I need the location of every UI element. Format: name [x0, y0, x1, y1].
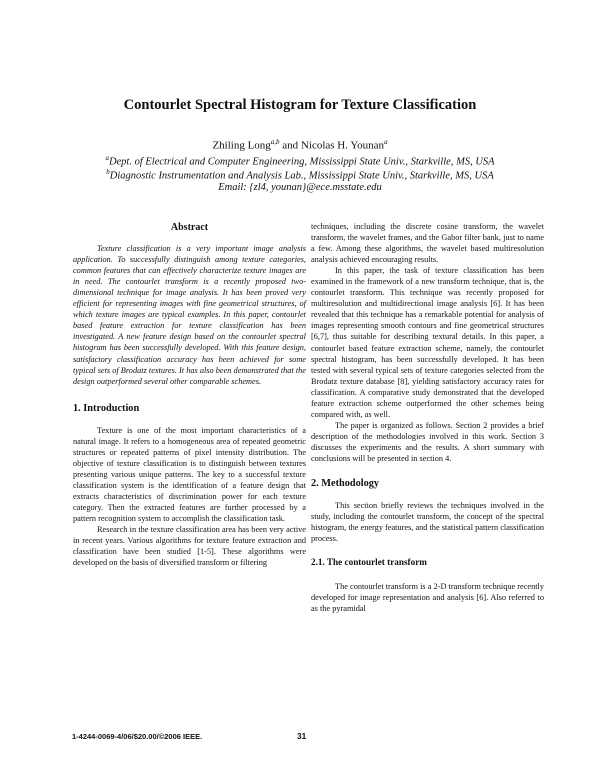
- paper-title: Contourlet Spectral Histogram for Texture Classification: [123, 97, 477, 113]
- affiliation-marker: b: [106, 168, 110, 176]
- body-paragraph: In this paper, the task of texture classification has been examined in the framework of a new transform technique, that is, the contourlet transform. This technique was recently proposed for multiresolution and multidirectional image analysis [6]. It has been revealed that this technique has a remarkable potential for analysis of images representing smooth contours and fine geometrical structures [6,7], thus suitable for describing textural details. In this paper, a contourlet based feature extraction scheme, namely, the contourlet spectral histogram, has been successfully developed. It has been tested with several typical sets of texture categories selected from the Brodatz texture database [8], yielding satisfactory accuracy rates for classification. A comparative study demonstrated that the developed feature extraction scheme outperformed the other schemes being compared with, as well.: [311, 266, 544, 419]
- copyright-notice: 1-4244-0069-4/06/$20.00/©2006 IEEE.: [72, 732, 203, 741]
- section-heading-introduction: 1. Introduction: [73, 402, 140, 414]
- page-number: 31: [297, 731, 307, 741]
- author-superscript: a,b: [270, 138, 280, 146]
- subsection-heading: 2.1. The contourlet transform: [311, 557, 427, 568]
- author-name: Zhiling Long: [212, 139, 271, 152]
- section-heading-methodology: 2. Methodology: [311, 478, 380, 490]
- affiliation-text: Dept. of Electrical and Computer Engineering, Mississippi State Univ., Starkville, MS, USA: [108, 156, 495, 168]
- right-column: [311, 221, 544, 614]
- body-paragraph: Texture is one of the most important characteristics of a natural image. It refers to a homogeneous area of repeated geometric structures or repeated patterns of pixel intensity distribution. The objective of texture classification is to distinguish between textures presenting various unique patterns. The key to a successful texture classification system is the identification of a feature design that extracts characteristics of discrimination power for each texture category. Then the extracted features are further processed by a pattern recognition system to accomplish the classification task.: [73, 425, 306, 524]
- affiliation-line: [0, 154, 600, 168]
- body-paragraph: The contourlet transform is a 2-D transform technique recently developed for image representation and analysis [6]. Also referred to as the pyramidal: [311, 582, 544, 614]
- left-column: [73, 222, 306, 568]
- author-connector: and: [279, 139, 301, 152]
- abstract-heading: Abstract: [170, 222, 209, 233]
- author-name: Nicolas H. Younan: [300, 139, 385, 152]
- affiliation-line: [0, 168, 600, 182]
- body-paragraph: This section briefly reviews the techniques involved in the study, including the contourlet transform, the concept of the spectral histogram, the energy features, and the statistical pattern classification process.: [311, 501, 545, 544]
- author-email: Email: {zl4, younan}@ece.msstate.edu: [218, 182, 382, 193]
- body-paragraph: Research in the texture classification area has been very active in recent years. Various algorithms for texture feature extraction and classification have been studied [1-5]. These algorithms were developed on the basis of diversified transform or filtering: [73, 525, 306, 568]
- author-superscript: a: [384, 138, 388, 146]
- abstract-text: Texture classification is a very important image analysis application. To successfully distinguish among texture categories, common features that can effectively characterize texture images are in need. The contourlet transform is a recently proposed two-dimensional technique for image analysis. It has been proved very efficient for representing images with fine geometrical structures, of which texture images are typical examples. In this paper, contourlet based feature extraction for texture classification has been investigated. A new feature design based on the contourlet spectral histogram has been successfully developed. With this feature design, satisfactory classification accuracy has been achieved for some typical sets of Brodatz textures. It has also been demonstrated that the design outperformed several other comparable schemes.: [73, 244, 306, 386]
- body-paragraph: The paper is organized as follows. Section 2 provides a brief description of the methodologies involved in this work. Section 3 discusses the experiments and the results. A short summary with conclusions will be presented in section 4.: [311, 420, 544, 463]
- affiliation-marker: a: [105, 154, 109, 162]
- body-paragraph: techniques, including the discrete cosine transform, the wavelet transform, the wavelet frames, and the Gabor filter bank, just to name a few. Among these algorithms, the wavelet based multiresolution analysis achieved encouraging results.: [311, 222, 544, 265]
- author-line: [0, 138, 600, 152]
- affiliation-text: Diagnostic Instrumentation and Analysis Lab., Mississippi State Univ., Starkville, MS, USA: [109, 170, 494, 182]
